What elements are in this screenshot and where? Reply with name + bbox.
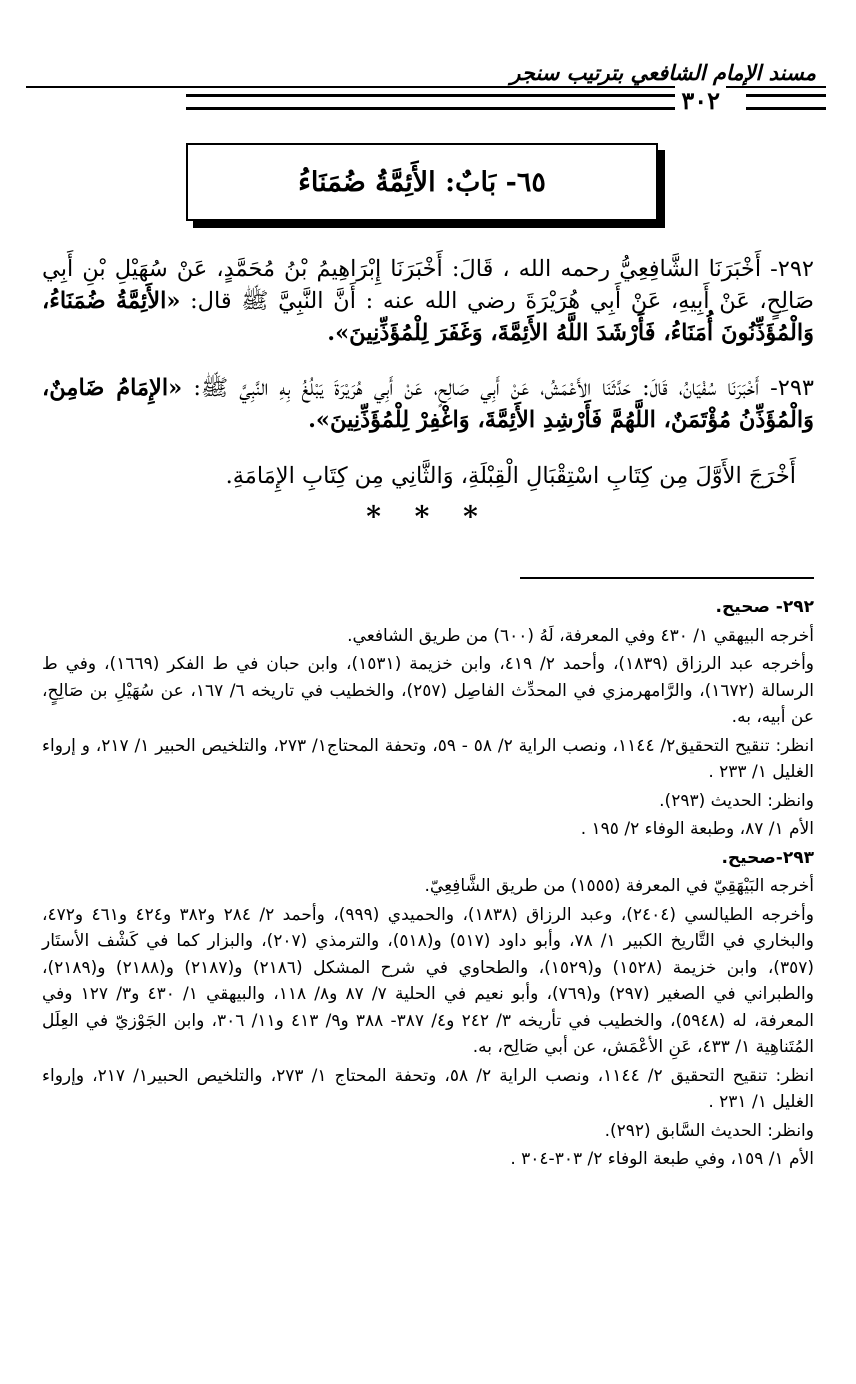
chapter-title: ٦٥- بَابٌ: الأَئِمَّةُ ضُمَنَاءُ: [298, 166, 546, 198]
footnote-line: الأم ١/ ١٥٩، وفي طبعة الوفاء ٢/ ٣٠٣-٣٠٤ .: [510, 1149, 814, 1169]
double-rule-left: [186, 94, 696, 110]
footnote-line: أخرجه البيهقي ١/ ٤٣٠ وفي المعرفة، لَهُ (٦٠٠) من طريق الشافعي.: [347, 625, 814, 646]
footnote-heading: ٢٩٢- صحيح.: [715, 597, 814, 617]
footnote-line: انظر: تنقيح التحقيق ٢/ ١١٤٤، ونصب الراية ٢/ ٥٨، وتحفة المحتاج ١/ ٢٧٣، والتلخيص الحبير١/ ٢١٧، وإرواء الغليل ١/ ٢٣١ .: [42, 1065, 814, 1112]
page-number: ٣٠٢: [675, 86, 726, 115]
footnote-line: وأخرجه عبد الرزاق (١٨٣٩)، وأحمد ٢/ ٤١٩، وابن خزيمة (١٥٣١)، وابن حبان في ط الفكر (١٦٦٩)، وفي ط الرسالة (١٦٧٢)، والرَّامهرمزي في المحدِّث الفاصِل (٢٥٧)، والخطيب في تاريخه ٦/ ١٦٧، عن سُهَيْلِ بن صَالِحٍ، عن أبيه، به.: [42, 654, 815, 727]
footnote-line: انظر: تنقيح التحقيق٢/ ١١٤٤، ونصب الراية ٢/ ٥٨ - ٥٩، وتحفة المحتاج١/ ٢٧٣، والتلخيص الحبير ١/ ٢١٧، و إرواء الغليل ١/ ٢٣٣ .: [42, 735, 814, 782]
takhrij-note: أَخْرَجَ الأَوَّلَ مِن كِتَابِ اسْتِقْبَالِ الْقِبْلَةِ، وَالثَّانِي مِن كِتَابِ الإِمَامَةِ.: [225, 463, 796, 489]
footnote-heading: ٢٩٣-صحيح.: [721, 847, 814, 868]
footnotes: [42, 594, 814, 1175]
hadith-293: [42, 372, 814, 436]
footnote-line: وانظر: الحديث (٢٩٣).: [659, 790, 814, 811]
hadith-text: ٢٩٣- أَخْبَرَنَا سُفْيَانُ، قَالَ: حَدَّثَنَا الأَعْمَشُ، عَنْ أَبِي صَالِحٍ، عَنْ أَبِي هُرَيْرَةَ يَبْلُغُ بِهِ النَّبِيَّ ﷺ:: [193, 375, 814, 401]
footnote-line: وانظر: الحديث السَّابق (٢٩٢).: [604, 1120, 814, 1141]
hadith-text: ٢٩٢- أَخْبَرَنَا الشَّافِعِيُّ رحمه الله ، قَالَ: أَخْبَرَنَا إِبْرَاهِيمُ بْنُ مُحَمَّدٍ، عَنْ سُهَيْلِ بْنِ أَبِي صَالِحٍ، عَنْ أَبِيهِ، عَنْ أَبِي هُرَيْرَةَ رضي الله عنه : أَنَّ النَّبِيَّ ﷺ قال:: [42, 256, 814, 314]
hadith-quote: «الأَئِمَّةُ ضُمَنَاءُ، وَالْمُؤَذِّنُونَ أُمَنَاءُ، فَأَرْشَدَ اللَّهُ الأَئِمَّةَ، وَغَفَرَ لِلْمُؤَذِّنِينَ».: [42, 288, 814, 346]
hadith-quote: «الإِمَامُ ضَامِنٌ، وَالْمُؤَذِّنُ مُؤْتَمَنٌ، اللَّهُمَّ فَأَرْشِدِ الأَئِمَّةَ، وَاغْفِرْ لِلْمُؤَذِّنِينَ».: [42, 375, 814, 433]
hadith-292: [42, 253, 814, 349]
section-separator: * * *: [366, 500, 490, 533]
footnote-line: الأم ١/ ٨٧، وطبعة الوفاء ٢/ ١٩٥ .: [580, 819, 814, 839]
footnote-line: وأخرجه الطيالسي (٢٤٠٤)، وعبد الرزاق (١٨٣٨)، والحميدي (٩٩٩)، وأحمد ٢/ ٢٨٤ و٣٨٢ و٤٢٤ و٤٦١ و٤٧٢، والبخاري في التَّاريخ الكبير ١/ ٧٨، وأبو داود (٥١٧) و(٥١٨)، والترمذي (٢٠٧)، والبزار كما في كَشْف الأستَار (٣٥٧)، وابن خزيمة (١٥٢٨) و(١٥٢٩)، والطحاوي في شرح المشكل (٢١٨٦) و(٢١٨٧) و(٢١٨٨) و(٢١٨٩)، والطبراني في الصغير (٢٩٧) و(٧٦٩)، وأبو نعيم في الحلية ٧/ ٨٧ و٨/ ١١٨، والبيهقي ١/ ٤٣٠ و٣/ ١٢٧ وفي المعرفة، له (٥٩٤٨)، والخطيب في تأريخه ٣/ ٢٤٢ و٤/ ٣٨٧- ٣٨٨ و٩/ ٤١٣ و١١/ ٣٠٦، وابن الجَوْزيّ في العِلَل المُتَناهِية ١/ ٤٣٣، عَنِ الأعْمَش، عن أبي صَالِح، به.: [42, 904, 814, 1057]
running-title: مسند الإمام الشافعي بترتيب سنجر: [510, 60, 816, 85]
footnote-line: أخرجه البَيْهَقِيّ في المعرفة (١٥٥٥) من طريق الشَّافِعِيّ.: [424, 876, 814, 896]
chapter-heading-box: [186, 143, 658, 221]
footnote-rule: [520, 577, 814, 579]
page-number-row: [26, 86, 826, 120]
double-rule-right: [746, 94, 826, 110]
